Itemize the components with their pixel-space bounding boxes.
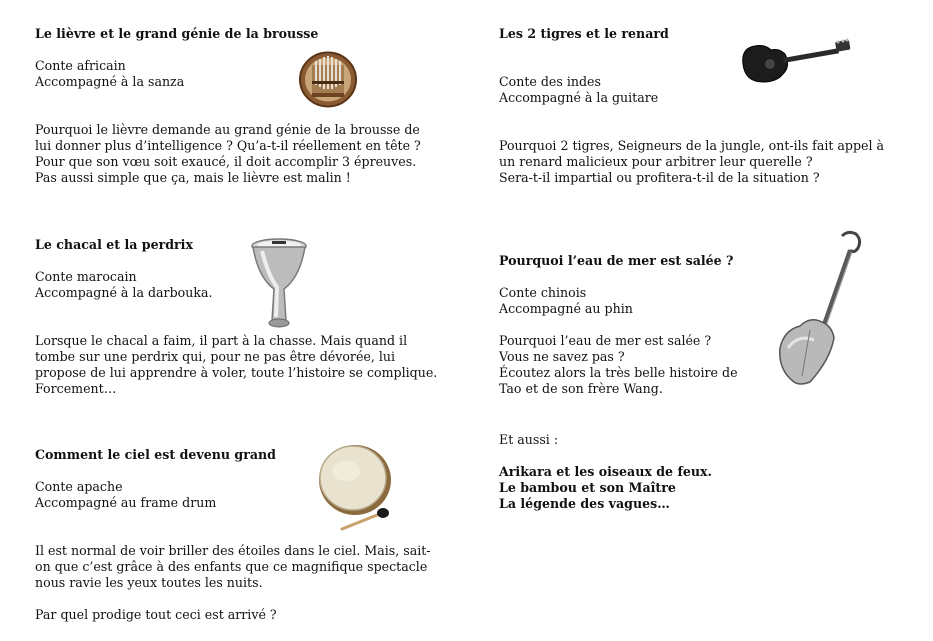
- story-description-line: tombe sur une perdrix qui, pour ne pas être dévorée, lui: [35, 349, 396, 364]
- story-closing-question: Par quel prodige tout ceci est arrivé ?: [35, 607, 277, 622]
- story-description-line: lui donner plus d’intelligence ? Qu’a-t-il réellement en tête ?: [35, 138, 421, 153]
- story-eau-de-mer: [499, 253, 799, 397]
- story-description-line: Pourquoi 2 tigres, Seigneurs de la jungle, ont-ils fait appel à: [499, 138, 885, 153]
- phin-icon: [770, 230, 874, 390]
- story-description-line: Pas aussi simple que ça, mais le lièvre est malin !: [35, 170, 351, 185]
- story-description-line: Il est normal de voir briller des étoiles dans le ciel. Mais, sait-: [35, 543, 431, 558]
- story-ciel: [35, 447, 465, 623]
- also-item: La légende des vagues…: [499, 496, 670, 511]
- story-title: Pourquoi l’eau de mer est salée ?: [499, 253, 734, 268]
- story-origin: Conte des indes: [499, 74, 601, 89]
- story-description-line: Vous ne savez pas ?: [499, 349, 625, 364]
- story-description-line: Tao et de son frère Wang.: [499, 381, 663, 396]
- darbouka-icon: [250, 237, 308, 332]
- story-instrument: Accompagné à la darbouka.: [35, 285, 213, 300]
- story-title: Le chacal et la perdrix: [35, 237, 193, 252]
- sanza-icon: [298, 51, 358, 108]
- story-description-line: propose de lui apprendre à voler, toute l’histoire se complique.: [35, 365, 438, 380]
- story-origin: Conte chinois: [499, 285, 587, 300]
- story-description-line: Pour que son vœu soit exaucé, il doit accomplir 3 épreuves.: [35, 154, 417, 169]
- story-description-line: Sera-t-il impartial ou profitera-t-il de la situation ?: [499, 170, 820, 185]
- story-title: Les 2 tigres et le renard: [499, 26, 669, 41]
- story-lievre: [35, 26, 455, 186]
- story-title: Comment le ciel est devenu grand: [35, 447, 276, 462]
- story-description-line: Pourquoi le lièvre demande au grand génie de la brousse de: [35, 122, 420, 137]
- story-description-line: Lorsque le chacal a faim, il part à la chasse. Mais quand il: [35, 333, 408, 348]
- also-item: Arikara et les oiseaux de feux.: [499, 464, 712, 479]
- story-origin: Conte apache: [35, 479, 123, 494]
- story-description-line: Pourquoi l’eau de mer est salée ?: [499, 333, 712, 348]
- story-instrument: Accompagné à la guitare: [499, 90, 659, 105]
- also-section: [499, 432, 799, 512]
- story-instrument: Accompagné au frame drum: [35, 495, 217, 510]
- guitar-icon: [739, 38, 851, 86]
- story-description-line: Forcement…: [35, 381, 117, 396]
- story-title: Le lièvre et le grand génie de la brousse: [35, 26, 319, 41]
- story-description-line: Écoutez alors la très belle histoire de: [499, 365, 738, 380]
- also-label: Et aussi :: [499, 432, 559, 447]
- story-origin: Conte africain: [35, 58, 126, 73]
- story-tigres: [499, 26, 919, 186]
- story-instrument: Accompagné au phin: [499, 301, 633, 316]
- story-description-line: nous ravie les yeux toutes les nuits.: [35, 575, 263, 590]
- story-instrument: Accompagné à la sanza: [35, 74, 185, 89]
- story-description-line: un renard malicieux pour arbitrer leur querelle ?: [499, 154, 813, 169]
- story-origin: Conte marocain: [35, 269, 137, 284]
- frame-drum-icon: [316, 443, 394, 533]
- also-item: Le bambou et son Maître: [499, 480, 676, 495]
- story-description-line: on que c’est grâce à des enfants que ce magnifique spectacle: [35, 559, 428, 574]
